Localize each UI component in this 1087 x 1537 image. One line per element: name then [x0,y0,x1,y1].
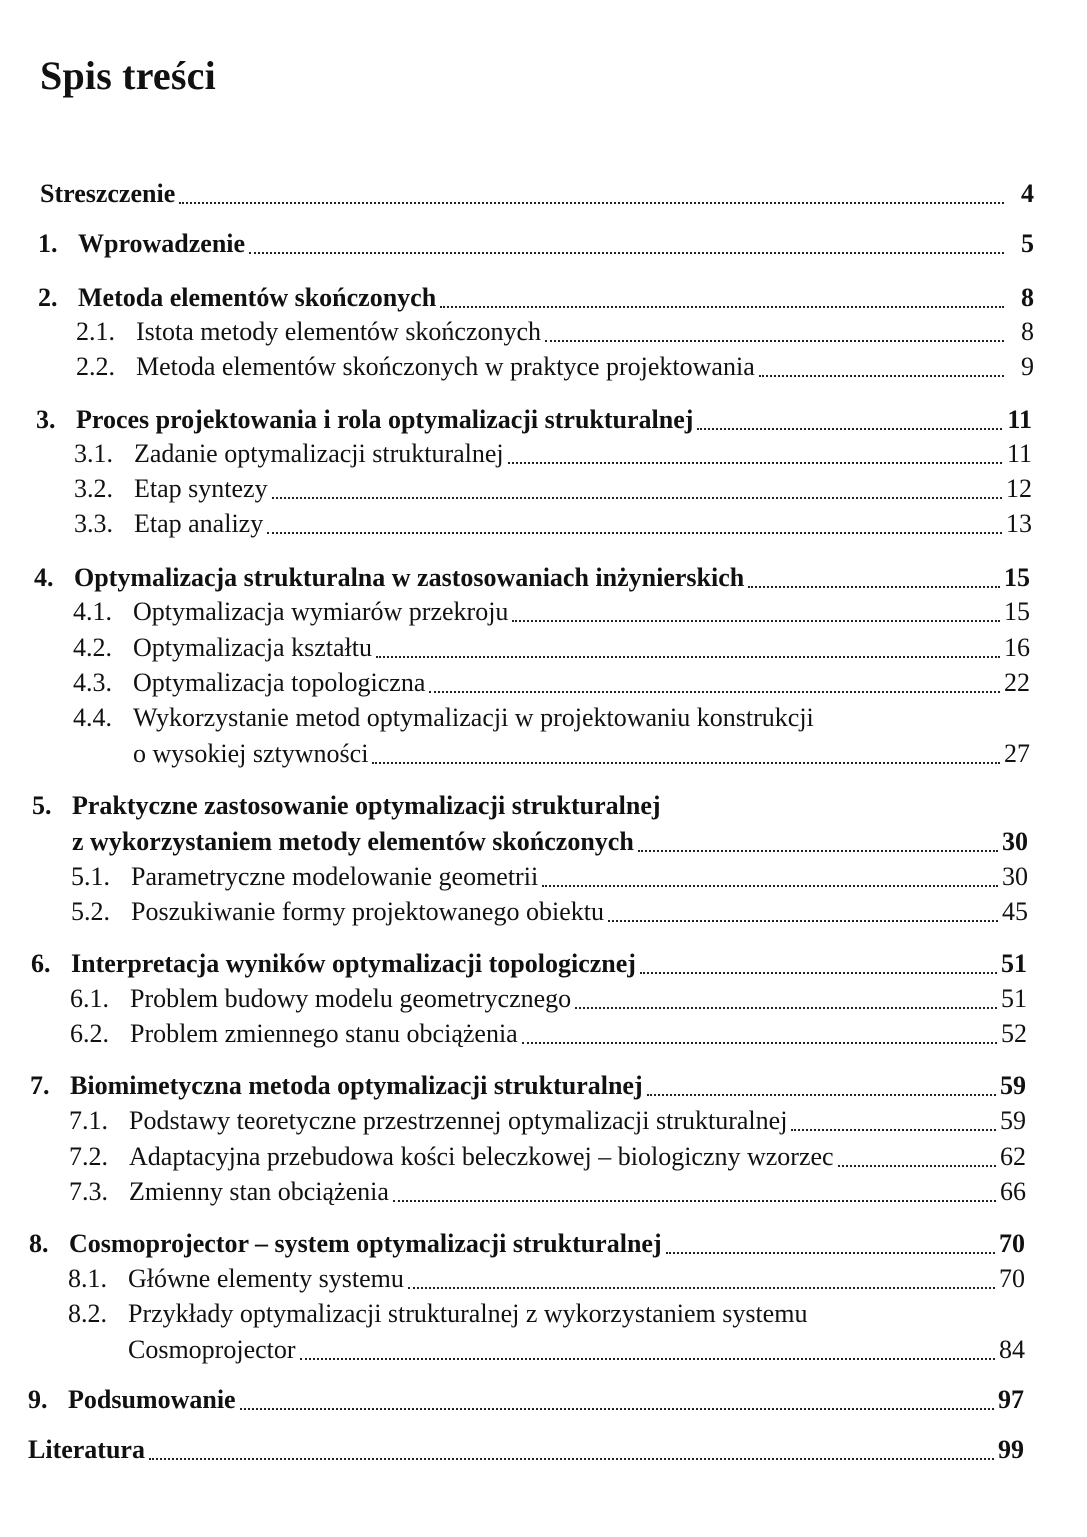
toc-entry-number: 7.3. [69,1177,108,1206]
toc-entry-page: 9 [1021,352,1034,381]
toc-entry-literatura[interactable] [28,1434,1024,1466]
toc-entry-number: 2.1. [76,317,115,346]
toc-entry-title: Podstawy teoretyczne przestrzennej optymalizacji strukturalnej [129,1106,788,1135]
toc-entry-title: Wprowadzenie [78,229,246,258]
toc-entry-chapter-4[interactable] [34,562,1030,594]
dot-leader [149,1458,994,1460]
toc-entry-title: Interpretacja wyników optymalizacji topologicznej [71,949,636,978]
dot-leader [640,972,997,974]
toc-entry-page: 8 [1021,317,1034,346]
toc-entry-section-8-1[interactable] [68,1263,1025,1295]
toc-entry-section-7-2[interactable] [69,1141,1026,1173]
toc-entry-title: Istota metody elementów skończonych [136,317,542,346]
toc-entry-title: Streszczenie [40,179,176,208]
toc-entry-chapter-5[interactable] [72,826,1028,858]
toc-entry-number: 4.3. [73,668,112,697]
toc-entry-title: Cosmoprojector – system optymalizacji strukturalnej [69,1229,662,1258]
toc-entry-page: 5 [1021,229,1034,258]
toc-entry-number: 3.3. [74,509,113,538]
toc-entry-number: 6. [31,949,51,978]
toc-entry-number: 3.1. [74,439,113,468]
toc-entry-chapter-2[interactable] [38,282,1034,314]
dot-leader [748,586,1000,588]
dot-leader [512,620,1000,622]
toc-entry-section-3-3[interactable] [74,508,1032,540]
toc-entry-page: 27 [1004,739,1030,768]
toc-entry-number: 4.1. [73,597,112,626]
toc-entry-number: 2. [38,283,58,312]
toc-entry-number: 6.1. [70,984,109,1013]
toc-entry-title: Zmienny stan obciążenia [129,1177,389,1206]
toc-entry-page: 84 [999,1335,1025,1364]
toc-entry-title: Zadanie optymalizacji strukturalnej [134,439,504,468]
toc-entry-title: Proces projektowania i rola optymalizacji strukturalnej [76,405,694,434]
toc-entry-page: 52 [1001,1019,1027,1048]
toc-entry-title: Parametryczne modelowanie geometrii [131,862,539,891]
toc-entry-number: 5.2. [71,897,110,926]
toc-entry-page: 59 [1000,1071,1026,1100]
toc-entry-section-2-1[interactable] [76,316,1034,348]
dot-leader [240,1408,994,1410]
toc-entry-page: 13 [1006,509,1032,538]
toc-entry-chapter-9[interactable] [28,1384,1024,1416]
dot-leader [393,1200,996,1202]
toc-entry-section-4-3[interactable] [73,667,1030,699]
toc-entry-section-3-2[interactable] [74,473,1032,505]
dot-leader [759,375,1004,377]
toc-entry-number: 8. [29,1229,49,1258]
toc-entry-page: 8 [1021,283,1034,312]
toc-entry-page: 11 [1007,405,1032,434]
toc-entry-section-8-2-first-line[interactable] [68,1298,807,1330]
toc-entry-number: 4.2. [73,633,112,662]
toc-entry-number: 7. [30,1071,50,1100]
dot-leader [272,497,1002,499]
toc-entry-section-4-1[interactable] [73,596,1030,628]
toc-entry-page: 59 [1000,1106,1026,1135]
toc-entry-chapter-6[interactable] [31,948,1027,980]
toc-entry-title: Optymalizacja kształtu [133,633,372,662]
toc-entry-title: Metoda elementów skończonych w praktyce projektowania [136,352,755,381]
toc-entry-page: 51 [1001,984,1027,1013]
toc-entry-title: Wykorzystanie metod optymalizacji w projektowaniu konstrukcji [133,703,814,732]
dot-leader [522,1042,997,1044]
toc-entry-title: Podsumowanie [68,1385,236,1414]
dot-leader [376,656,1000,658]
toc-entry-page: 11 [1006,439,1032,468]
toc-entry-number: 4. [34,563,54,592]
toc-entry-number: 7.1. [69,1106,108,1135]
dot-leader [542,885,998,887]
toc-entry-title-continuation: o wysokiej sztywności [133,739,369,768]
toc-entry-section-7-1[interactable] [69,1105,1026,1137]
toc-entry-page: 97 [998,1385,1024,1414]
toc-entry-title: Biomimetyczna metoda optymalizacji strukturalnej [70,1071,643,1100]
toc-entry-number: 2.2. [76,352,115,381]
toc-entry-number: 9. [28,1385,48,1414]
toc-entry-page: 12 [1006,474,1032,503]
toc-entry-number: 4.4. [73,703,112,732]
toc-entry-number: 5.1. [71,862,110,891]
toc-entry-page: 30 [1002,827,1028,856]
toc-entry-section-4-4-first-line[interactable] [73,702,814,734]
toc-entry-page: 15 [1004,563,1030,592]
toc-entry-section-5-1[interactable] [71,861,1028,893]
toc-entry-page: 30 [1002,862,1028,891]
toc-entry-page: 45 [1002,897,1028,926]
dot-leader [697,428,1002,430]
toc-entry-title: Etap analizy [134,509,264,538]
toc-entry-title: Literatura [28,1435,145,1464]
page-title: Spis treści [40,53,216,98]
dot-leader [429,691,1000,693]
dot-leader [575,1007,997,1009]
toc-entry-page: 99 [998,1435,1024,1464]
toc-entry-page: 22 [1004,668,1030,697]
toc-entry-section-5-2[interactable] [71,896,1028,928]
dot-leader [249,252,1004,254]
toc-entry-title: Metoda elementów skończonych [78,283,437,312]
toc-entry-page: 4 [1021,179,1034,208]
toc-entry-title: Problem budowy modelu geometrycznego [130,984,572,1013]
toc-entry-section-7-3[interactable] [69,1176,1026,1208]
toc-entry-chapter-8[interactable] [29,1228,1025,1260]
toc-entry-page: 62 [1000,1142,1026,1171]
dot-leader [267,532,1002,534]
toc-entry-section-3-1[interactable] [74,438,1032,470]
toc-entry-number: 7.2. [69,1142,108,1171]
toc-entry-streszczenie[interactable] [40,178,1034,210]
toc-entry-title: Problem zmiennego stanu obciążenia [130,1019,518,1048]
toc-entry-title: Przykłady optymalizacji strukturalnej z wykorzystaniem systemu [128,1299,808,1328]
toc-entry-page: 16 [1004,633,1030,662]
dot-leader [608,920,998,922]
toc-entry-page: 51 [1001,949,1027,978]
dot-leader [440,306,1004,308]
toc-entry-chapter-3[interactable] [36,404,1032,436]
toc-entry-section-8-2[interactable] [128,1334,1025,1366]
toc-entry-section-4-2[interactable] [73,632,1030,664]
toc-entry-number: 5. [32,791,52,820]
toc-entry-title: Adaptacyjna przebudowa kości beleczkowej – biologiczny wzorzec [129,1142,834,1171]
toc-entry-section-6-1[interactable] [70,983,1027,1015]
dot-leader [647,1094,996,1096]
toc-entry-page: 15 [1004,597,1030,626]
toc-entry-section-4-4[interactable] [133,738,1030,770]
dot-leader [791,1129,996,1131]
toc-entry-page: 66 [1000,1177,1026,1206]
dot-leader [638,850,998,852]
toc-entry-chapter-5-first-line[interactable] [32,790,661,822]
toc-entry-title-continuation: z wykorzystaniem metody elementów skończonych [72,827,634,856]
toc-entry-chapter-7[interactable] [30,1070,1026,1102]
toc-entry-title: Optymalizacja topologiczna [133,668,426,697]
toc-entry-number: 8.1. [68,1264,107,1293]
toc-entry-title-continuation: Cosmoprojector [128,1335,296,1364]
toc-entry-number: 3.2. [74,474,113,503]
toc-entry-title: Etap syntezy [134,474,268,503]
toc-entry-chapter-1[interactable] [38,228,1034,260]
dot-leader [545,340,1004,342]
dot-leader [666,1252,995,1254]
toc-entry-number: 3. [36,405,56,434]
toc-entry-page: 70 [999,1229,1025,1258]
dot-leader [408,1287,995,1289]
dot-leader [838,1165,996,1167]
dot-leader [508,462,1002,464]
toc-entry-title: Optymalizacja strukturalna w zastosowaniach inżynierskich [74,563,745,592]
dot-leader [372,762,1000,764]
toc-entry-section-6-2[interactable] [70,1018,1027,1050]
toc-entry-title: Główne elementy systemu [128,1264,404,1293]
toc-entry-number: 1. [38,229,58,258]
dot-leader [179,202,1004,204]
dot-leader [300,1358,995,1360]
toc-entry-number: 6.2. [70,1019,109,1048]
toc-entry-page: 70 [999,1264,1025,1293]
toc-entry-title: Poszukiwanie formy projektowanego obiektu [131,897,604,926]
toc-entry-title: Optymalizacja wymiarów przekroju [133,597,509,626]
toc-entry-section-2-2[interactable] [76,351,1034,383]
toc-entry-title: Praktyczne zastosowanie optymalizacji strukturalnej [72,791,661,820]
toc-entry-number: 8.2. [68,1299,107,1328]
